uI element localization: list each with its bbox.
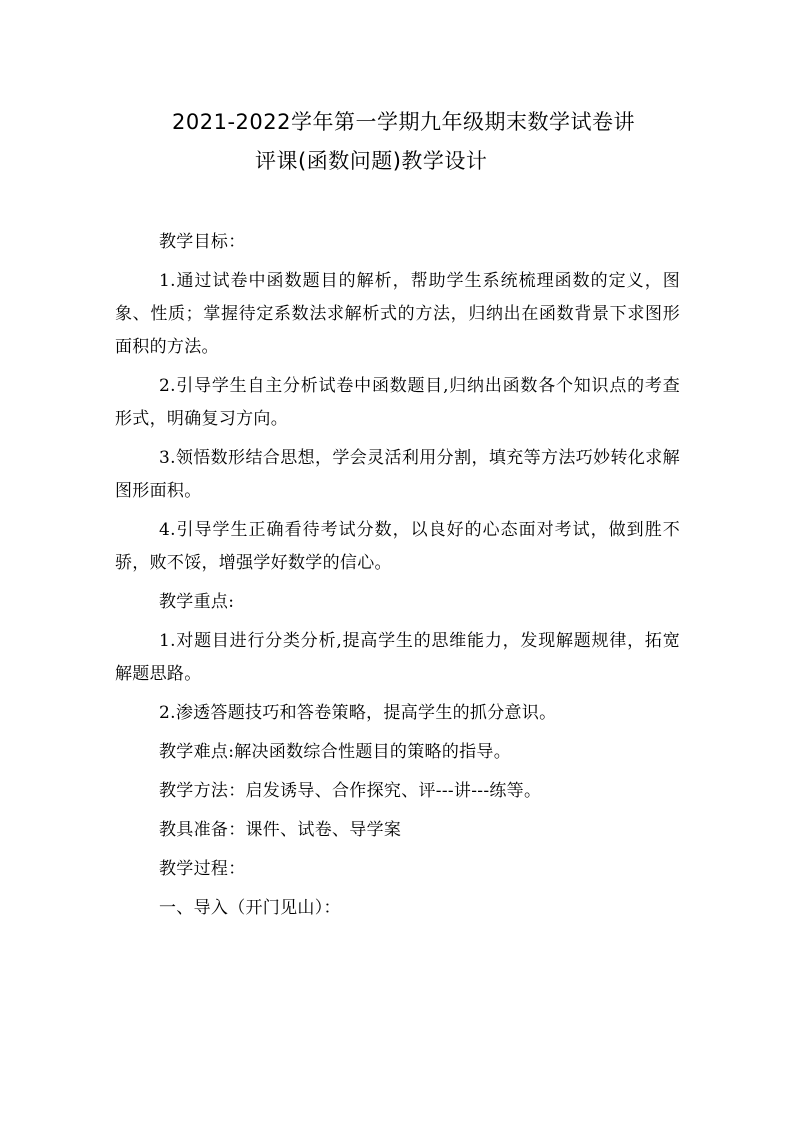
- page-title-line-1: 2021-2022学年第一学期九年级期末数学试卷讲: [172, 110, 635, 134]
- difficulty-paragraph: 教学难点:解决函数综合性题目的策略的指导。: [159, 742, 512, 762]
- page-title-line-2: 评课(函数问题)教学设计: [255, 149, 488, 173]
- section-heading-process: 教学过程：: [159, 859, 246, 879]
- section-heading-key-points: 教学重点:: [159, 592, 235, 612]
- key-point-paragraph-2: 2.渗透答题技巧和答卷策略，提高学生的抓分意识。: [159, 703, 557, 723]
- objective-paragraph-3: 3.领悟数形结合思想，学会灵活利用分割，填充等方法巧妙转化求解图形面积。: [115, 448, 680, 501]
- key-point-paragraph-1: 1.对题目进行分类分析,提高学生的思维能力，发现解题规律，拓宽解题思路。: [115, 631, 680, 684]
- document-body: [115, 226, 680, 931]
- tools-paragraph: 教具准备：课件、试卷、导学案: [159, 820, 402, 840]
- objective-paragraph-2: 2.引导学生自主分析试卷中函数题目,归纳出函数各个知识点的考查形式，明确复习方向。: [115, 376, 680, 429]
- objective-paragraph-4: 4.引导学生正确看待考试分数，以良好的心态面对考试，做到胜不骄，败不馁，增强学好数学的信心。: [115, 520, 680, 573]
- method-paragraph: 教学方法：启发诱导、合作探究、评---讲---练等。: [159, 781, 542, 801]
- process-step-1: 一、导入（开门见山）：: [159, 898, 341, 918]
- objective-paragraph-1: 1.通过试卷中函数题目的解析，帮助学生系统梳理函数的定义，图象、性质；掌握待定系数法求解析式的方法，归纳出在函数背景下求图形面积的方法。: [115, 271, 680, 357]
- section-heading-objectives: 教学目标：: [159, 232, 246, 252]
